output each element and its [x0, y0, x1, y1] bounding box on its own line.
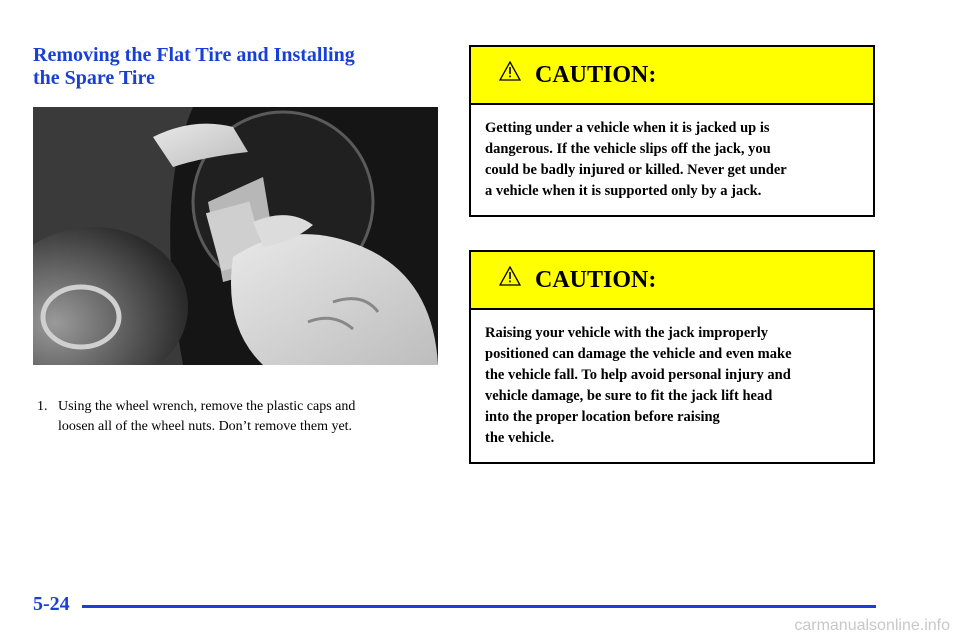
- caution-header: [471, 47, 873, 105]
- caution-line: Getting under a vehicle when it is jacked up is: [485, 120, 770, 136]
- warning-triangle-icon: [499, 61, 521, 81]
- caution-header: [471, 252, 873, 310]
- caution-title: CAUTION:: [535, 267, 657, 293]
- caution-text: [471, 310, 873, 449]
- caution-line: into the proper location before raising: [485, 409, 720, 425]
- caution-line: dangerous. If the vehicle slips off the jack, you: [485, 141, 771, 157]
- page-number: 5-24: [33, 593, 70, 615]
- step-text-line-2: loosen all of the wheel nuts. Don’t remove them yet.: [58, 419, 353, 434]
- warning-triangle-icon: [499, 266, 521, 286]
- caution-title: CAUTION:: [535, 62, 657, 88]
- caution-line: could be badly injured or killed. Never get under: [485, 162, 787, 178]
- caution-text: [471, 105, 873, 202]
- section-heading: [33, 44, 453, 90]
- caution-line: positioned can damage the vehicle and even make: [485, 346, 792, 362]
- caution-line: the vehicle fall. To help avoid personal injury and: [485, 367, 791, 383]
- caution-box-1: [469, 45, 875, 217]
- step-text-line-1: Using the wheel wrench, remove the plastic caps and: [58, 399, 356, 414]
- caution-line: Raising your vehicle with the jack improperly: [485, 325, 769, 341]
- heading-line-2: the Spare Tire: [33, 67, 155, 89]
- caution-box-2: [469, 250, 875, 464]
- caution-line: a vehicle when it is supported only by a jack.: [485, 183, 762, 199]
- step-1: [37, 397, 447, 437]
- caution-line: vehicle damage, be sure to fit the jack lift head: [485, 388, 773, 404]
- caution-line: the vehicle.: [485, 430, 555, 446]
- footer-rule: [82, 605, 876, 608]
- wheel-nut-photo: [33, 107, 438, 365]
- step-number: 1.: [37, 399, 48, 414]
- heading-line-1: Removing the Flat Tire and Installing: [33, 44, 355, 66]
- watermark: carmanualsonline.info: [794, 617, 950, 634]
